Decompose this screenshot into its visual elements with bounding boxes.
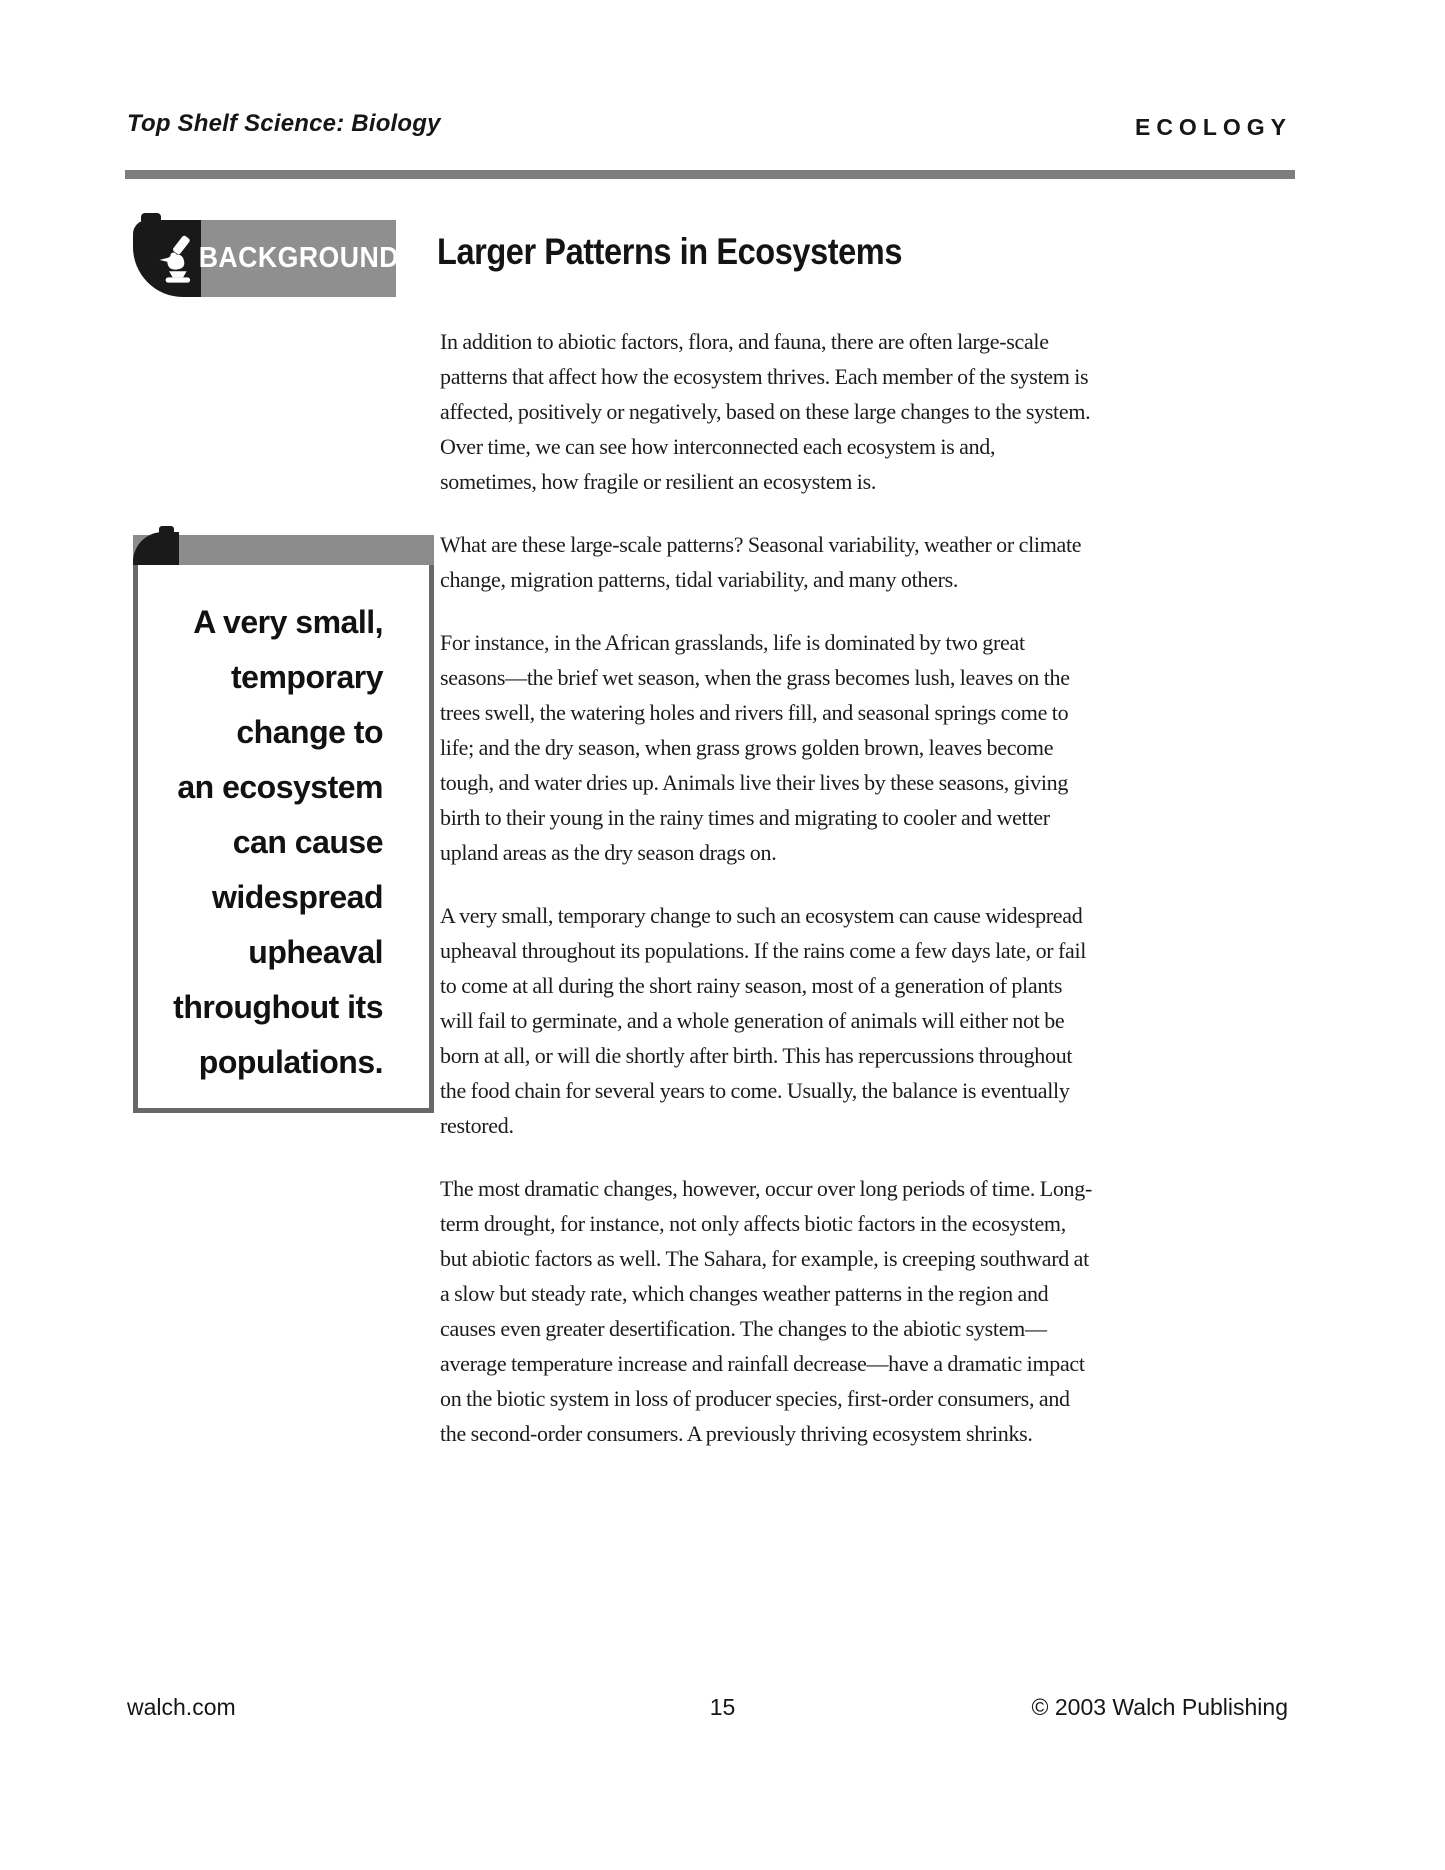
footer-copyright: © 2003 Walch Publishing bbox=[1031, 1694, 1288, 1720]
page-title: Larger Patterns in Ecosystems bbox=[437, 231, 902, 272]
pull-quote-line: change to bbox=[236, 714, 383, 750]
page-number: 15 bbox=[709, 1694, 736, 1720]
microscope-icon bbox=[133, 220, 201, 297]
paragraph: The most dramatic changes, however, occur over long periods of time. Long-term drought, for instance, not only affects biotic factors in the ecosystem, but abiotic factors as well. The Sahara, for example, is creeping southward at a slow but steady rate, which changes weather patterns in the region and causes even greater desertification. The changes to the abiotic system—average temperature increase and rainfall decrease—have a dramatic impact on the biotic system in loss of producer species, first-order consumers, and the second-order consumers. A previously thriving ecosystem shrinks. bbox=[440, 1176, 1092, 1446]
pull-quote-line: upheaval bbox=[248, 934, 383, 970]
pull-quote-top-bar bbox=[133, 535, 434, 565]
background-badge bbox=[133, 220, 399, 297]
pull-quote-line: an ecosystem bbox=[177, 769, 383, 805]
pull-quote-line: widespread bbox=[211, 879, 383, 915]
pull-quote-line: throughout its bbox=[173, 989, 383, 1025]
paragraph: In addition to abiotic factors, flora, and fauna, there are often large-scale patterns that affect how the ecosystem thrives. Each member of the system is affected, positively or negatively, based on these large changes to the system. Over time, we can see how interconnected each ecosystem is and, sometimes, how fragile or resilient an ecosystem is. bbox=[440, 329, 1091, 494]
pull-quote-box bbox=[133, 535, 434, 1113]
header-rule bbox=[125, 170, 1295, 179]
body-text-column bbox=[440, 324, 1093, 1479]
pull-quote-line: A very small, bbox=[193, 604, 383, 640]
paragraph: A very small, temporary change to such an ecosystem can cause widespread upheaval throughout its populations. If the rains come a few days late, or fail to come at all during the short rainy season, most of a generation of plants will fail to germinate, and a whole generation of animals will either not be born at all, or will die shortly after birth. This has repercussions throughout the food chain for several years to come. Usually, the balance is eventually restored. bbox=[440, 903, 1087, 1138]
paragraph: What are these large-scale patterns? Seasonal variability, weather or climate change, migration patterns, tidal variability, and many others. bbox=[440, 532, 1082, 592]
pull-quote-corner-ornament bbox=[133, 532, 179, 565]
footer-website: walch.com bbox=[127, 1694, 236, 1720]
running-head-section: ECOLOGY bbox=[1134, 114, 1292, 140]
pull-quote-line: populations. bbox=[198, 1044, 383, 1080]
background-badge-label: BACKGROUND bbox=[201, 220, 396, 297]
pull-quote-line: can cause bbox=[232, 824, 383, 860]
pull-quote-line: temporary bbox=[231, 659, 383, 695]
pull-quote-text bbox=[133, 565, 434, 1113]
paragraph: For instance, in the African grasslands, life is dominated by two great seasons—the brief wet season, when the grass becomes lush, leaves on the trees swell, the watering holes and rivers fill, and seasonal springs come to life; and the dry season, when grass grows golden brown, leaves become tough, and water dries up. Animals live their lives by these seasons, giving birth to their young in the rainy times and migrating to cooler and wetter upland areas as the dry season drags on. bbox=[440, 630, 1070, 865]
running-head-book-title: Top Shelf Science: Biology bbox=[127, 110, 441, 137]
